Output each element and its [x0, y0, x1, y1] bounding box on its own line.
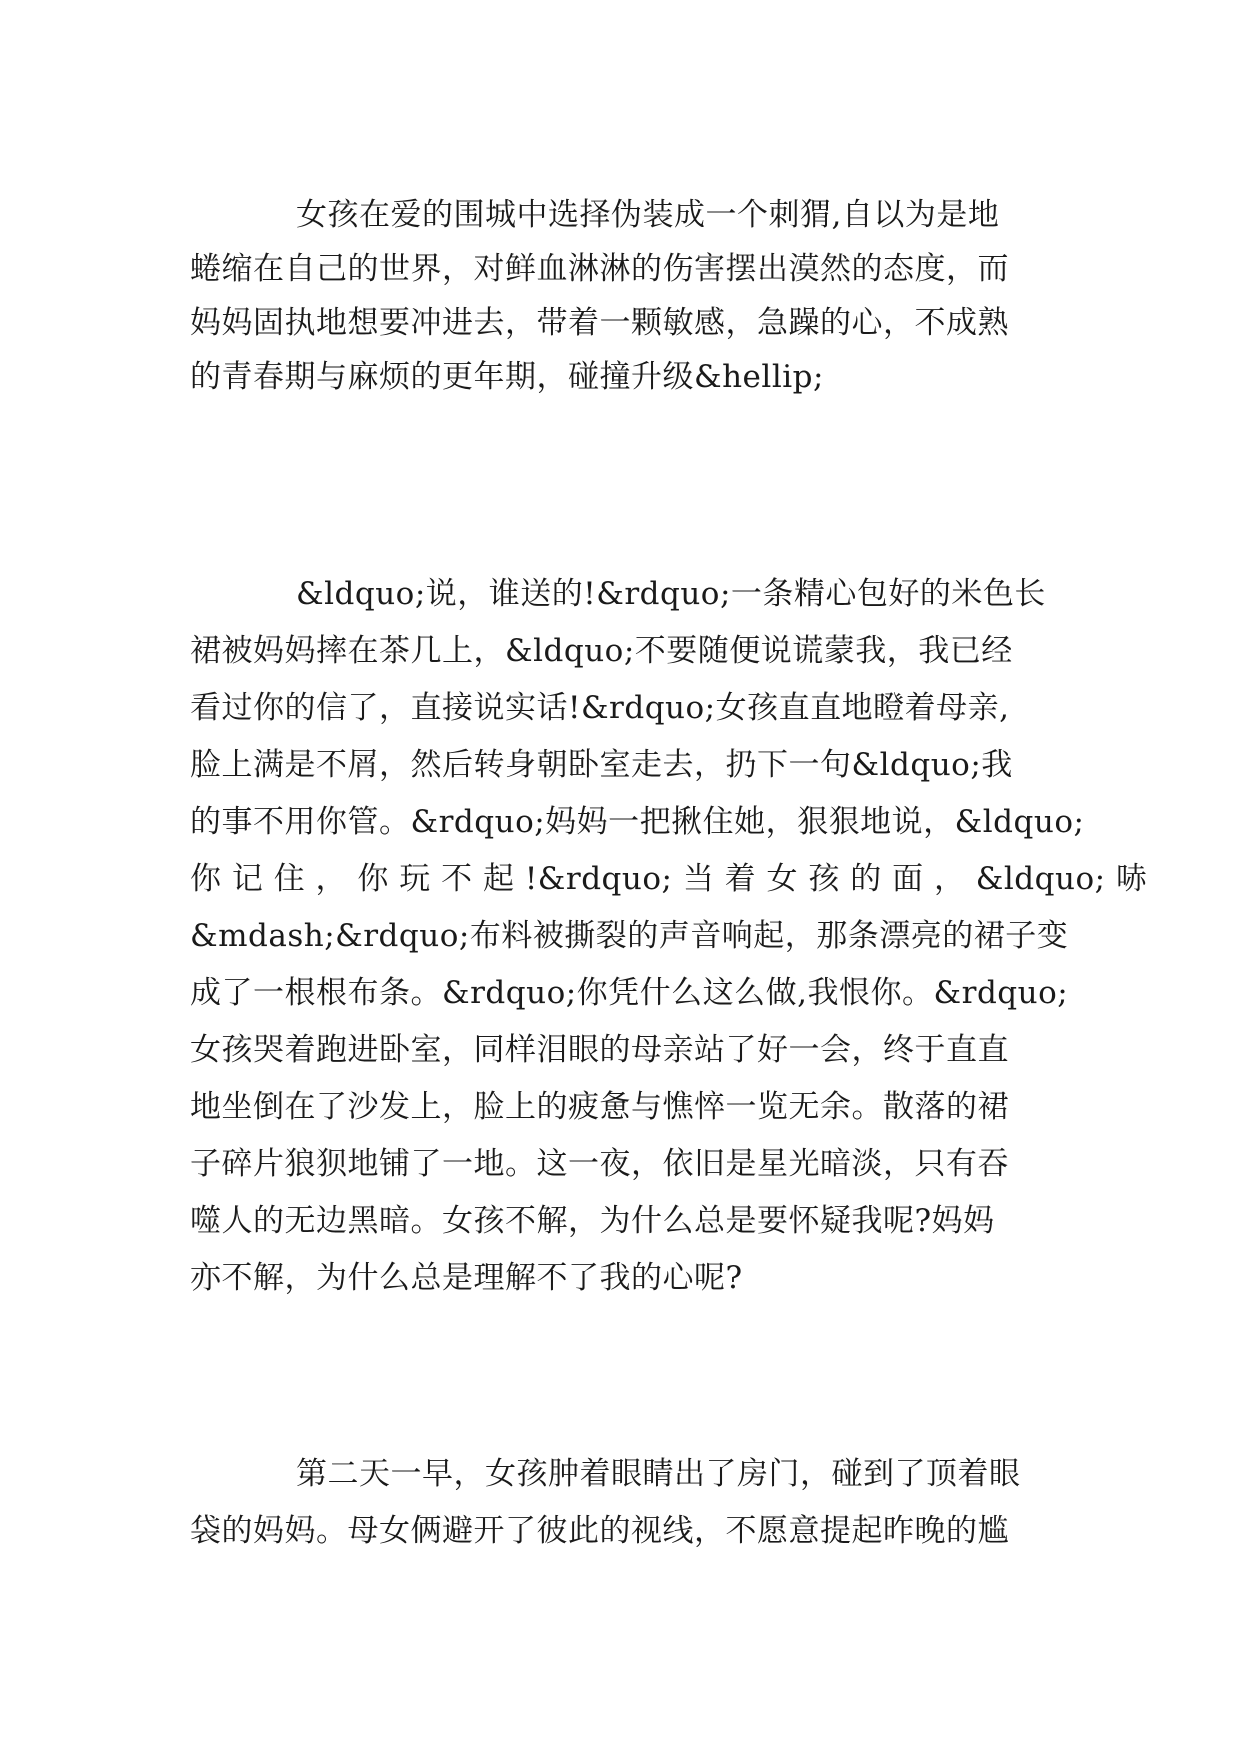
paragraph-line: 女孩在爱的围城中选择伪装成一个刺猬,自以为是地 [296, 197, 1000, 233]
paragraph-line: 你 记 住 ， 你 玩 不 起 !&rdquo; 当 着 女 孩 的 面 ， &ldquo; 哧 [190, 861, 1148, 897]
paragraph-line: 袋的妈妈。母女俩避开了彼此的视线，不愿意提起昨晚的尴 [190, 1513, 1009, 1549]
paragraph-line: &ldquo;说，谁送的!&rdquo;一条精心包好的米色长 [296, 576, 1046, 612]
paragraph-line: 看过你的信了，直接说实话!&rdquo;女孩直直地瞪着母亲, [190, 690, 1010, 726]
paragraph-line: 脸上满是不屑，然后转身朝卧室走去，扔下一句&ldquo;我 [190, 747, 1013, 783]
paragraph-line: 的青春期与麻烦的更年期，碰撞升级&hellip; [190, 359, 824, 395]
paragraph-line: 女孩哭着跑进卧室，同样泪眼的母亲站了好一会，终于直直 [190, 1032, 1009, 1068]
paragraph-line: 妈妈固执地想要冲进去，带着一颗敏感，急躁的心，不成熟 [190, 305, 1009, 341]
paragraph-line: 蜷缩在自己的世界，对鲜血淋淋的伤害摆出漠然的态度，而 [190, 251, 1009, 287]
paragraph-line: 裙被妈妈摔在茶几上，&ldquo;不要随便说谎蒙我，我已经 [190, 633, 1013, 669]
paragraph-line: &mdash;&rdquo;布料被撕裂的声音响起，那条漂亮的裙子变 [190, 918, 1069, 954]
paragraph-line: 亦不解，为什么总是理解不了我的心呢? [190, 1260, 743, 1296]
paragraph-line: 第二天一早，女孩肿着眼睛出了房门，碰到了顶着眼 [296, 1456, 1021, 1492]
paragraph-line: 噬人的无边黑暗。女孩不解，为什么总是要怀疑我呢?妈妈 [190, 1203, 995, 1239]
paragraph-line: 地坐倒在了沙发上，脸上的疲惫与憔悴一览无余。散落的裙 [190, 1089, 1009, 1125]
paragraph-line: 的事不用你管。&rdquo;妈妈一把揪住她，狠狠地说，&ldquo; [190, 804, 1085, 840]
paragraph-line: 子碎片狼狈地铺了一地。这一夜，依旧是星光暗淡，只有吞 [190, 1146, 1009, 1182]
paragraph-line: 成了一根根布条。&rdquo;你凭什么这么做,我恨你。&rdquo; [190, 975, 1069, 1011]
